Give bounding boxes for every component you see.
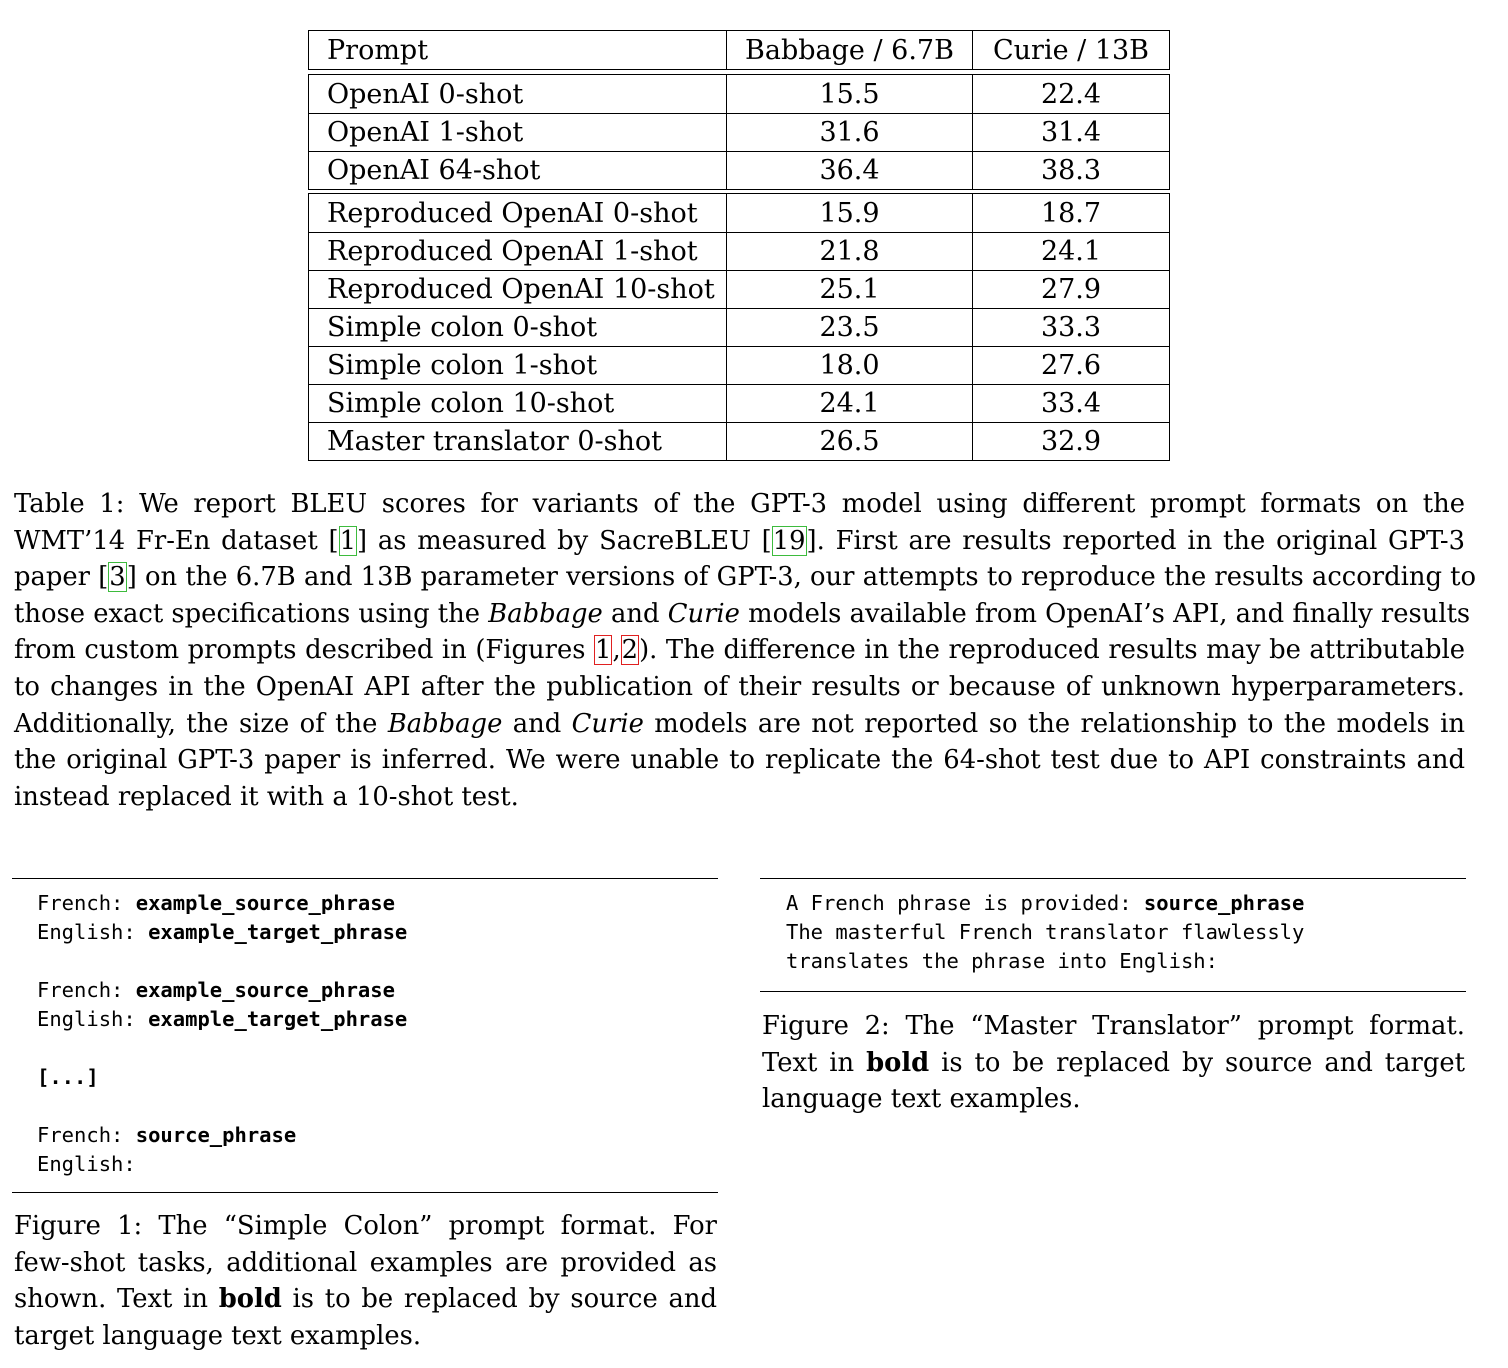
citation-link[interactable]: 1 <box>339 525 356 556</box>
caption-text: is to be replaced by source and target <box>929 1047 1465 1078</box>
citation-link[interactable]: 3 <box>109 562 126 593</box>
caption-text: and <box>602 598 668 629</box>
caption-text: ]. First are results reported in the original GPT-3 <box>806 525 1465 556</box>
table-caption <box>14 486 1477 815</box>
caption-line <box>14 523 1465 560</box>
table-header-block <box>308 30 1170 70</box>
caption-text: target language text examples. <box>14 1320 422 1351</box>
code-label: English: <box>37 920 149 944</box>
caption-text: WMT’14 Fr-En dataset [ <box>14 525 339 556</box>
caption-line <box>14 779 1465 816</box>
cell-babbage: 15.5 <box>727 75 973 113</box>
figure2-prompt-code <box>786 889 1304 976</box>
caption-bold-word: bold <box>866 1047 930 1078</box>
caption-text: from custom prompts described in (Figures <box>14 635 595 666</box>
cell-prompt: Reproduced OpenAI 10-shot <box>309 271 727 308</box>
cell-prompt: Reproduced OpenAI 0-shot <box>309 194 727 232</box>
cell-babbage: 36.4 <box>727 152 973 189</box>
cell-curie: 24.1 <box>1040 236 1102 267</box>
table-header-row <box>309 31 1169 69</box>
cell-babbage: 21.8 <box>727 233 973 270</box>
code-label: English: <box>37 1152 136 1176</box>
cell-babbage: 24.1 <box>727 385 973 422</box>
code-placeholder: example_source_phrase <box>135 978 395 1002</box>
table-row <box>309 75 1169 113</box>
caption-line <box>762 1081 1465 1118</box>
caption-text: ] as measured by SacreBLEU [ <box>356 525 772 556</box>
cell-babbage: 25.1 <box>727 271 973 308</box>
figure2-top-rule <box>760 878 1466 879</box>
caption-text: instead replaced it with a 10-shot test. <box>14 781 519 812</box>
caption-line <box>14 596 1471 633</box>
cell-prompt: Simple colon 0-shot <box>309 309 727 346</box>
code-text: The masterful French translator flawlessly <box>786 920 1305 944</box>
caption-line <box>762 1045 1465 1082</box>
caption-text: to changes in the OpenAI API after the publication of their results or because of unknown hyperparameters. <box>14 671 1465 702</box>
cell-prompt: Simple colon 1-shot <box>309 347 727 384</box>
caption-text: Figure 2: The “Master Translator” prompt format. <box>762 1011 1465 1041</box>
cell-prompt: OpenAI 64-shot <box>309 152 727 189</box>
caption-line <box>14 486 1465 523</box>
caption-text: Additionally, the size of the <box>14 708 388 739</box>
code-placeholder: example_target_phrase <box>148 1007 408 1031</box>
figure1-top-rule <box>12 878 718 879</box>
table-row <box>309 113 1169 151</box>
caption-text: language text examples. <box>762 1084 1081 1115</box>
model-name-babbage: Babbage <box>488 598 603 629</box>
model-name-curie: Curie <box>667 598 740 629</box>
figure-link[interactable]: 1 <box>595 635 612 666</box>
figure1-caption <box>14 1208 717 1354</box>
cell-prompt: Simple colon 10-shot <box>309 385 727 422</box>
cell-babbage: 23.5 <box>727 309 973 346</box>
code-placeholder: example_source_phrase <box>135 891 395 915</box>
cell-prompt: Master translator 0-shot <box>309 423 727 460</box>
header-prompt: Prompt <box>309 31 727 69</box>
caption-text: those exact specifications using the <box>14 598 489 629</box>
citation-link[interactable]: 19 <box>772 525 806 556</box>
results-table-group-reproduced <box>308 193 1170 461</box>
code-text: translates the phrase into English: <box>786 949 1218 973</box>
caption-line <box>14 706 1465 743</box>
caption-text: the original GPT-3 paper is inferred. We were unable to replicate the 64-shot test due to API constraints and <box>14 745 1465 776</box>
cell-prompt: OpenAI 0-shot <box>309 75 727 113</box>
figure2-caption <box>762 1008 1465 1118</box>
cell-curie: 38.3 <box>1040 155 1102 186</box>
caption-text: and <box>502 708 572 739</box>
code-ellipsis: [...] <box>37 1065 99 1089</box>
cell-curie: 31.4 <box>1040 117 1102 148</box>
header-curie: Curie / 13B <box>992 34 1150 66</box>
code-text: A French phrase is provided: <box>786 891 1144 915</box>
cell-prompt: Reproduced OpenAI 1-shot <box>309 233 727 270</box>
table-row <box>309 422 1169 460</box>
caption-line <box>14 559 1477 596</box>
caption-text: few-shot tasks, additional examples are provided as <box>14 1247 717 1278</box>
caption-text: models available from OpenAI’s API, and finally results <box>739 598 1471 629</box>
model-name-babbage: Babbage <box>387 708 503 739</box>
results-table-group-openai <box>308 74 1170 190</box>
model-name-curie: Curie <box>571 708 644 739</box>
cell-babbage: 26.5 <box>727 423 973 460</box>
cell-babbage: 31.6 <box>727 114 973 151</box>
cell-babbage: 15.9 <box>727 194 973 232</box>
cell-curie: 18.7 <box>1040 197 1102 229</box>
caption-line <box>14 1208 717 1245</box>
cell-curie: 32.9 <box>1040 426 1102 457</box>
caption-bold-word: bold <box>218 1284 282 1315</box>
code-placeholder: source_phrase <box>135 1123 297 1147</box>
table-block-reproduced <box>308 193 1170 461</box>
cell-curie: 33.3 <box>1040 312 1102 343</box>
cell-curie: 27.9 <box>1040 274 1102 305</box>
code-placeholder: example_target_phrase <box>148 920 408 944</box>
caption-line <box>14 1318 717 1355</box>
caption-text: Text in <box>762 1047 867 1078</box>
cell-curie: 22.4 <box>1040 78 1102 110</box>
header-babbage: Babbage / 6.7B <box>727 31 973 69</box>
cell-babbage: 18.0 <box>727 347 973 384</box>
table-row <box>309 270 1169 308</box>
figure-link[interactable]: 2 <box>621 635 639 666</box>
cell-curie: 33.4 <box>1040 388 1102 419</box>
caption-text: models are not reported so the relationship to the models in <box>643 708 1465 739</box>
code-label: French: <box>37 978 136 1002</box>
figure1-bottom-rule <box>12 1192 718 1193</box>
caption-text: is to be replaced by source and <box>281 1284 718 1315</box>
figure2-bottom-rule <box>760 991 1466 992</box>
caption-text: paper [ <box>14 562 109 593</box>
cell-curie: 27.6 <box>1040 350 1102 381</box>
code-label: French: <box>37 1123 136 1147</box>
table-block-openai <box>308 74 1170 190</box>
caption-text: Table 1: We report BLEU scores for variants of the GPT-3 model using different prompt formats on the <box>14 489 1465 519</box>
code-label: French: <box>37 891 136 915</box>
caption-line <box>14 632 1465 669</box>
caption-text: ] on the 6.7B and 13B parameter versions of GPT-3, our attempts to reproduce the results according to <box>126 562 1477 593</box>
caption-text: , <box>612 635 621 666</box>
table-row <box>309 151 1169 189</box>
table-row <box>309 346 1169 384</box>
caption-text: Figure 1: The “Simple Colon” prompt format. For <box>14 1211 717 1241</box>
caption-line <box>14 669 1465 706</box>
table-row <box>309 384 1169 422</box>
figure1-prompt-code <box>37 889 407 1179</box>
code-placeholder: source_phrase <box>1143 891 1305 915</box>
caption-line <box>762 1008 1465 1045</box>
results-table <box>308 30 1170 70</box>
caption-text: shown. Text in <box>14 1284 219 1315</box>
table-row <box>309 194 1169 232</box>
table-row <box>309 308 1169 346</box>
cell-prompt: OpenAI 1-shot <box>309 114 727 151</box>
code-label: English: <box>37 1007 149 1031</box>
table-row <box>309 232 1169 270</box>
caption-line <box>14 1281 717 1318</box>
caption-line <box>14 742 1465 779</box>
caption-text: ). The difference in the reproduced results may be attributable <box>639 635 1465 666</box>
caption-line <box>14 1245 717 1282</box>
